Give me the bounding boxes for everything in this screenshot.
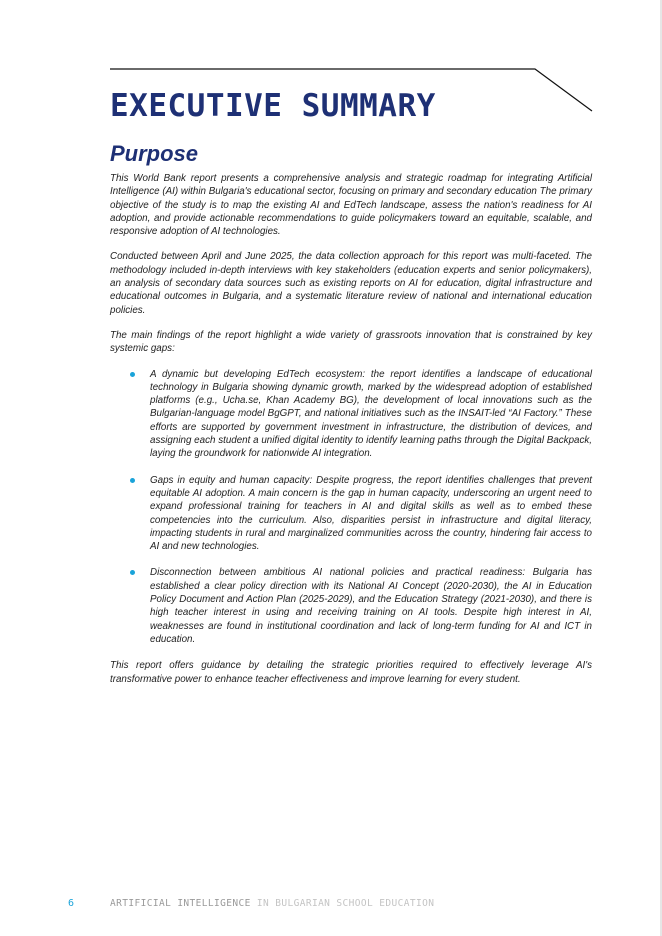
section-heading: Purpose (110, 141, 199, 166)
list-item (150, 474, 592, 554)
body-text (110, 172, 592, 698)
list-item-text: A dynamic but developing EdTech ecosystem: the report identifies a landscape of educational technology in Bulgaria showing dynamic growth, marked by the widespread adoption of established platforms (e.g., Ucha.se, Khan Academy BG), the development of local innovations such as the Bulgarian-language model BgGPT, and national initiatives such as the INSAIT-led “AI Factory.” These efforts are supported by government investment in infrastructure, the distribution of devices, and assigning each student a unified digital identity to identify learning paths through the Digital Backpack, laying the groundwork for nationwide AI integration. (150, 368, 592, 460)
page-title: EXECUTIVE SUMMARY (110, 88, 436, 124)
bullet-icon (130, 570, 135, 575)
bullet-icon (130, 372, 135, 377)
footer-title-secondary: IN BULGARIAN SCHOOL EDUCATION (250, 898, 435, 909)
list-item (150, 566, 592, 646)
page-number: 6 (68, 898, 75, 909)
list-item (150, 368, 592, 461)
methodology-paragraph: Conducted between April and June 2025, the data collection approach for this report was multi-faceted. The methodology included in-depth interviews with key stakeholders (education experts and senior policymakers), an analysis of secondary data sources such as existing reports on AI for education, digital infrastructure and educational outcomes in Bulgaria, and a systematic literature review of national and international education policies. (110, 251, 592, 316)
running-footer (110, 898, 434, 909)
findings-intro-paragraph: The main findings of the report highlight a wide variety of grassroots innovation that is constrained by key systemic gaps: (110, 329, 592, 355)
findings-list (110, 368, 592, 647)
intro-paragraph: This World Bank report presents a comprehensive analysis and strategic roadmap for integrating Artificial Intelligence (AI) within Bulgaria's educational sector, focusing on primary and secondary education The primary objective of the study is to map the existing AI and EdTech landscape, assess the nation's readiness for AI adoption, and provide actionable recommendations to guide policymakers toward an equitable, scalable, and responsive adoption of AI technologies. (110, 173, 592, 238)
footer-title-primary: ARTIFICIAL INTELLIGENCE (110, 898, 251, 909)
list-item-text: Disconnection between ambitious AI national policies and practical readiness: Bulgaria has established a clear policy direction with its National AI Concept (2020-2030), the AI in Education Policy Document and Action Plan (2025-2029), and the Education Strategy (2021-2030), and there is high teacher interest in using and receiving training on AI tools. Despite high interest in AI, weaknesses are found in institutional coordination and lack of long-term funding for AI and ICT in education. (150, 567, 592, 645)
list-item-text: Gaps in equity and human capacity: Despite progress, the report identifies challenges that prevent equitable AI adoption. A main concern is the gap in human capacity, underscoring an urgent need to expand professional training for teachers in AI and digital skills as well as to embed these competencies into the curriculum. Also, disparities persist in infrastructure and digital literacy, impacting students in rural and marginalized communities across the country, hindering fair access to AI and new technologies. (150, 474, 592, 553)
closing-paragraph: This report offers guidance by detailing the strategic priorities required to effectively leverage AI's transformative power to enhance teacher effectiveness and improve learning for every student. (110, 660, 592, 685)
bullet-icon (130, 478, 135, 483)
